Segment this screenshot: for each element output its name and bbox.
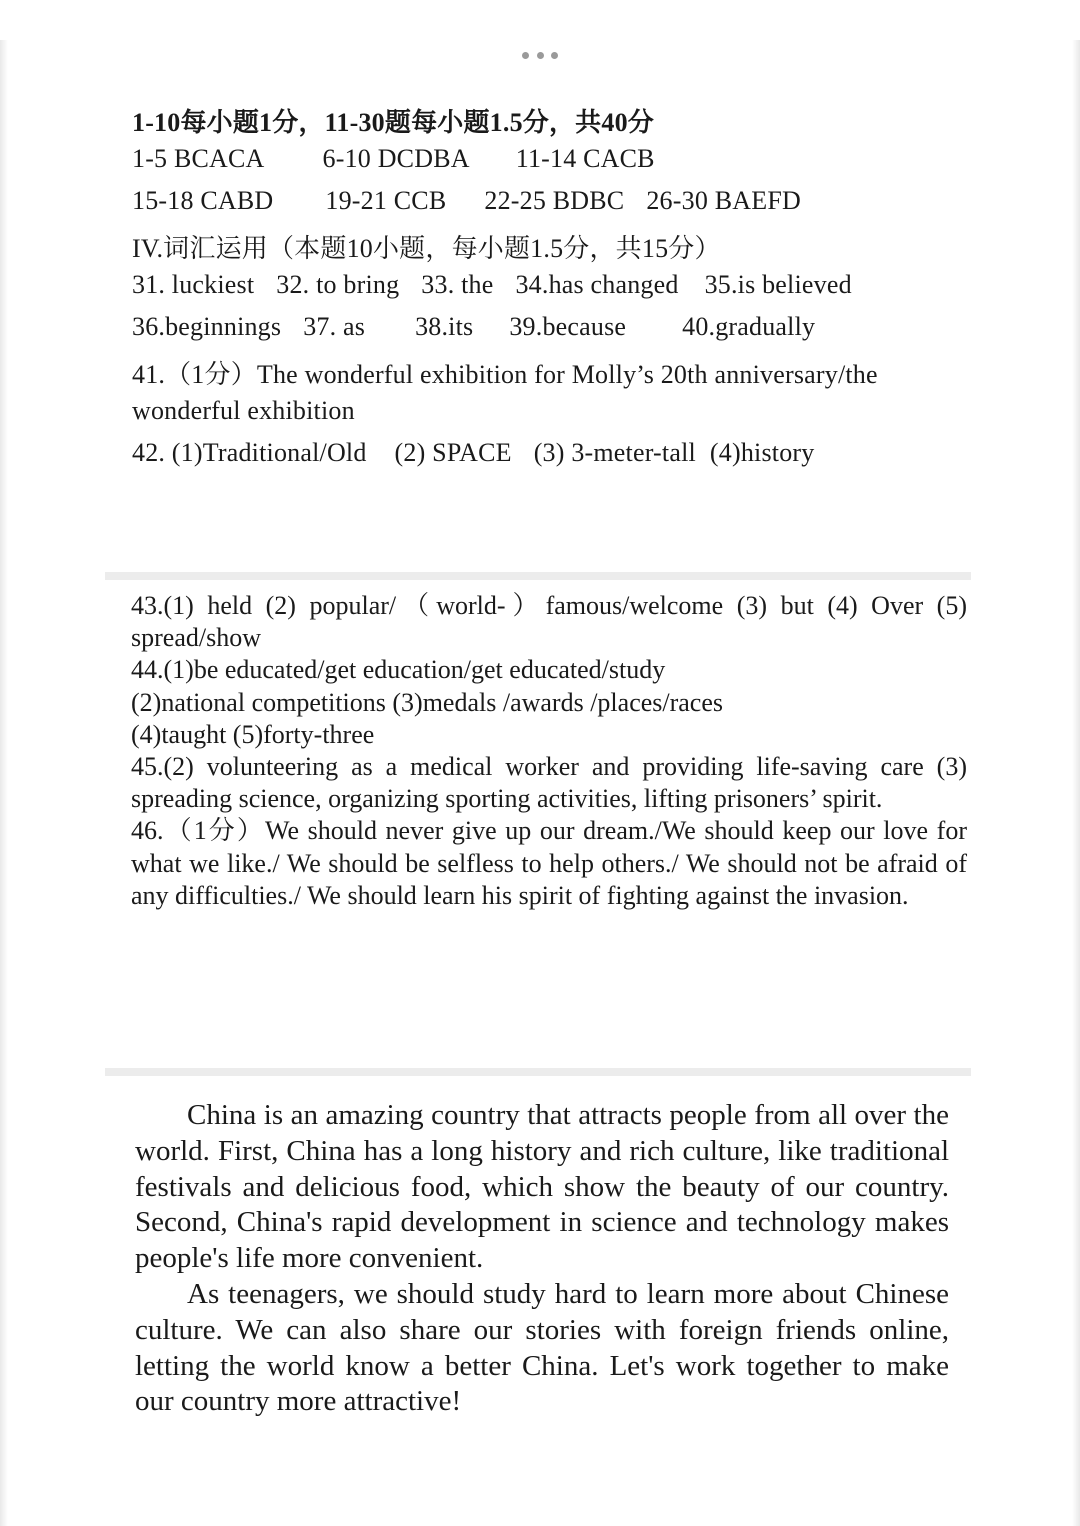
q44-answer-a: 44.(1)be educated/get education/get educated/study	[131, 655, 666, 685]
answer-item: 39.because	[509, 312, 627, 341]
scoring-heading: 1-10每小题1分，11-30题每小题1.5分，共40分	[132, 108, 654, 137]
section-iv-title: IV.词汇运用（本题10小题，每小题1.5分，共15分）	[132, 234, 721, 263]
answer-group: 15-18 CABD	[132, 186, 274, 215]
frame-edge-left	[0, 40, 8, 1526]
section-divider	[105, 572, 971, 580]
section-divider	[105, 1068, 971, 1076]
q43-answer: 43.(1) held (2) popular/（world-）famous/welcome (3) but (4) Over (5) spread/show	[131, 591, 967, 653]
answer-row-2	[132, 186, 801, 216]
answer-item: 36.beginnings	[132, 312, 282, 341]
answer-item: 40.gradually	[682, 312, 816, 341]
q45-answer: 45.(2) volunteering as a medical worker and providing life-saving care (3) spreading science, organizing sporting activities, lifting prisoners’ spirit.	[131, 752, 967, 814]
answer-row-4	[132, 312, 815, 342]
answer-group: 1-5 BCACA	[132, 144, 265, 173]
answer-group: 22-25 BDBC	[484, 186, 625, 215]
essay-paragraph-1: China is an amazing country that attracts people from all over the world. First, China has a long history and rich culture, like traditional festivals and delicious food, which show the beauty of our country. Second, China's rapid development in science and technology makes people's life more convenient.	[135, 1099, 949, 1275]
answer-item: 37. as	[303, 312, 366, 341]
answer-item: 42. (1)Traditional/Old	[132, 438, 367, 467]
answer-section-2	[105, 580, 971, 1068]
frame-edge-right	[1072, 40, 1080, 1526]
answer-item: 33. the	[421, 270, 494, 299]
dot	[522, 52, 529, 59]
q46-answer: 46.（1分）We should never give up our dream./We should keep our love for what we like./ We should be selfless to help others./ We should not be afraid of any difficulties./ We should learn his spirit of fighting against the invasion.	[131, 816, 967, 910]
essay-section	[105, 1076, 971, 1456]
model-essay	[135, 1098, 949, 1420]
q41-line-1: 41.（1分）The wonderful exhibition for Molly’s 20th anniversary/the	[132, 360, 878, 389]
answer-item: 35.is believed	[704, 270, 852, 299]
answer-item: 32. to bring	[276, 270, 400, 299]
dot	[551, 52, 558, 59]
answers-43-46	[131, 590, 967, 912]
more-horizontal-icon[interactable]	[522, 48, 558, 62]
q41-line-2: wonderful exhibition	[132, 396, 355, 425]
answer-group: 19-21 CCB	[325, 186, 447, 215]
answer-item: 38.its	[415, 312, 474, 341]
q44-answer-c: (4)taught (5)forty-three	[131, 719, 375, 749]
answer-item: (4)history	[709, 438, 815, 467]
q42-line	[132, 438, 814, 468]
answer-row-1	[132, 144, 655, 174]
answer-item: (2) SPACE	[394, 438, 512, 467]
answer-group: 11-14 CACB	[515, 144, 655, 173]
answer-item: 31. luckiest	[132, 270, 255, 299]
answer-row-3	[132, 270, 852, 300]
essay-paragraph-2: As teenagers, we should study hard to learn more about Chinese culture. We can also share our stories with foreign friends online, letting the world know a better China. Let's work together to make our country more attractive!	[135, 1277, 949, 1418]
answer-item: 34.has changed	[515, 270, 679, 299]
q44-answer-b: (2)national competitions (3)medals /awards /places/races	[131, 687, 724, 717]
answer-section-1	[105, 88, 971, 574]
answer-group: 26-30 BAEFD	[646, 186, 801, 215]
answer-group: 6-10 DCDBA	[322, 144, 470, 173]
dot	[537, 52, 544, 59]
answer-item: (3) 3-meter-tall	[533, 438, 696, 467]
